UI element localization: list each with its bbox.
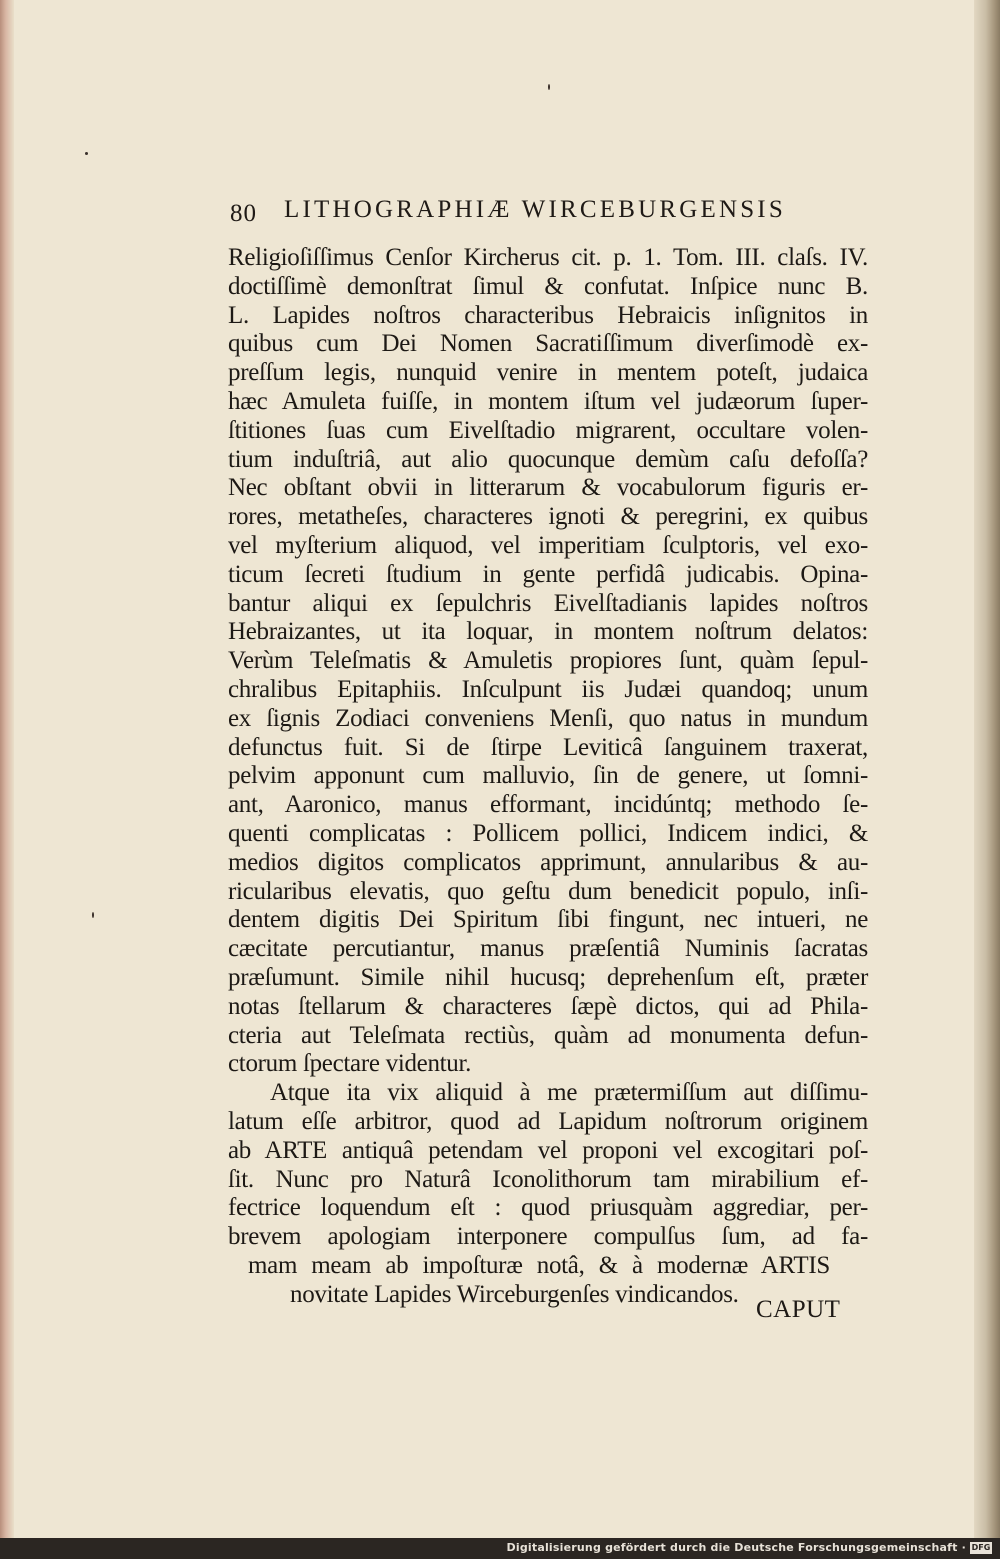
text-line: ab ARTE antiquâ petendam vel proponi vel excogitari poſ- [228,1136,868,1164]
text-line: preſſum legis, nunquid venire in mentem poteſt, judaica [228,359,868,387]
text-line: L. Lapides noſtros characteribus Hebraicis inſignitos in [228,301,868,329]
text-line: quenti complicatas : Pollicem pollici, Indicem indici, & [228,819,868,847]
page-header [230,196,820,236]
text-line: ant, Aaronico, manus efformant, incidúntq; methodo ſe- [228,791,868,819]
text-line: ex ſignis Zodiaci conveniens Menſi, quo natus in mundum [228,704,868,732]
ink-speck [548,84,550,90]
text-line: ſit. Nunc pro Naturâ Iconolithorum tam mirabilium ef- [228,1165,868,1193]
text-line: mam meam ab impoſturæ notâ, & à modernæ ARTIS [248,1251,830,1279]
dfg-logo: DFG [971,1543,991,1552]
text-line: ſtitiones ſuas cum Eivelſtadio migrarent, occultare volen- [228,416,868,444]
text-line: defunctus fuit. Si de ſtirpe Leviticâ ſanguinem traxerat, [228,733,868,761]
text-line: tium induſtriâ, aut alio quocunque demùm caſu defoſſa? [228,445,868,473]
ink-speck [85,152,88,155]
text-line: bantur aliqui ex ſepulchris Eivelſtadianis lapides noſtros [228,589,868,617]
text-line: fectrice loquendum eſt : quod priusquàm aggrediar, per- [228,1194,868,1222]
text-line: Hebraizantes, ut ita loquar, in montem noſtrum delatos: [228,618,868,646]
running-title: LITHOGRAPHIÆ WIRCEBURGENSIS [284,196,786,223]
catchword: CAPUT [756,1296,841,1323]
text-line: notas ſtellarum & characteres ſæpè dictos, qui ad Phila- [228,992,868,1020]
text-line: pelvim apponunt cum malluvio, ſin de genere, ut ſomni- [228,762,868,790]
text-line: vel myſterium aliquod, vel imperitiam ſculptoris, vel exo- [228,531,868,559]
text-line: ctorum ſpectare videntur. [228,1050,472,1078]
text-line: doctiſſimè demonſtrat ſimul & confutat. Inſpice nunc B. [228,272,868,300]
text-line: cæcitate percutiantur, manus præſentiâ Numinis ſacratas [228,935,868,963]
text-line: novitate Lapides Wirceburgenſes vindicandos. [290,1280,739,1308]
text-line: hæc Amuleta fuiſſe, in montem iſtum vel judæorum ſuper- [228,387,868,415]
right-page-edge [974,0,1000,1538]
text-line: ricularibus elevatis, quo geſtu dum benedicit populo, inſi- [228,877,868,905]
text-line: Religioſiſſimus Cenſor Kircherus cit. p. 1. Tom. III. claſs. IV. [228,244,868,271]
text-line: cteria aut Teleſmata rectiùs, quàm ad monumenta defun- [228,1021,868,1049]
ink-speck [92,912,94,918]
text-line: Nec obſtant obvii in litterarum & vocabulorum figuris er- [228,474,868,502]
text-line: latum eſſe arbitror, quod ad Lapidum noſtrorum originem [228,1107,868,1135]
text-line: brevem apologiam interponere compulſus ſum, ad fa- [228,1223,868,1251]
text-line: medios digitos complicatos apprimunt, annularibus & au- [228,848,868,876]
text-line: Verùm Teleſmatis & Amuletis propiores ſunt, quàm ſepul- [228,647,868,675]
text-line: præſumunt. Simile nihil hucusq; deprehenſum eſt, præter [228,963,868,991]
text-line: quibus cum Dei Nomen Sacratiſſimum diverſimodè ex- [228,330,868,358]
body-text [228,244,868,1309]
text-line: rores, metatheſes, characteres ignoti & peregrini, ex quibus [228,503,868,531]
page-number: 80 [230,200,257,227]
funding-note: Digitalisierung gefördert durch die Deutsche Forschungsgemeinschaft · [506,1541,966,1554]
text-line: chralibus Epitaphiis. Inſculpunt iis Judæi quandoq; unum [228,675,868,703]
text-line: Atque ita vix aliquid à me prætermiſſum aut diſſimu- [270,1079,868,1107]
text-line: ticum ſecreti ſtudium in gente perfidâ judicabis. Opina- [228,560,868,588]
text-line: dentem digitis Dei Spiritum ſibi fingunt, nec intueri, ne [228,906,868,934]
left-page-edge [0,0,14,1538]
